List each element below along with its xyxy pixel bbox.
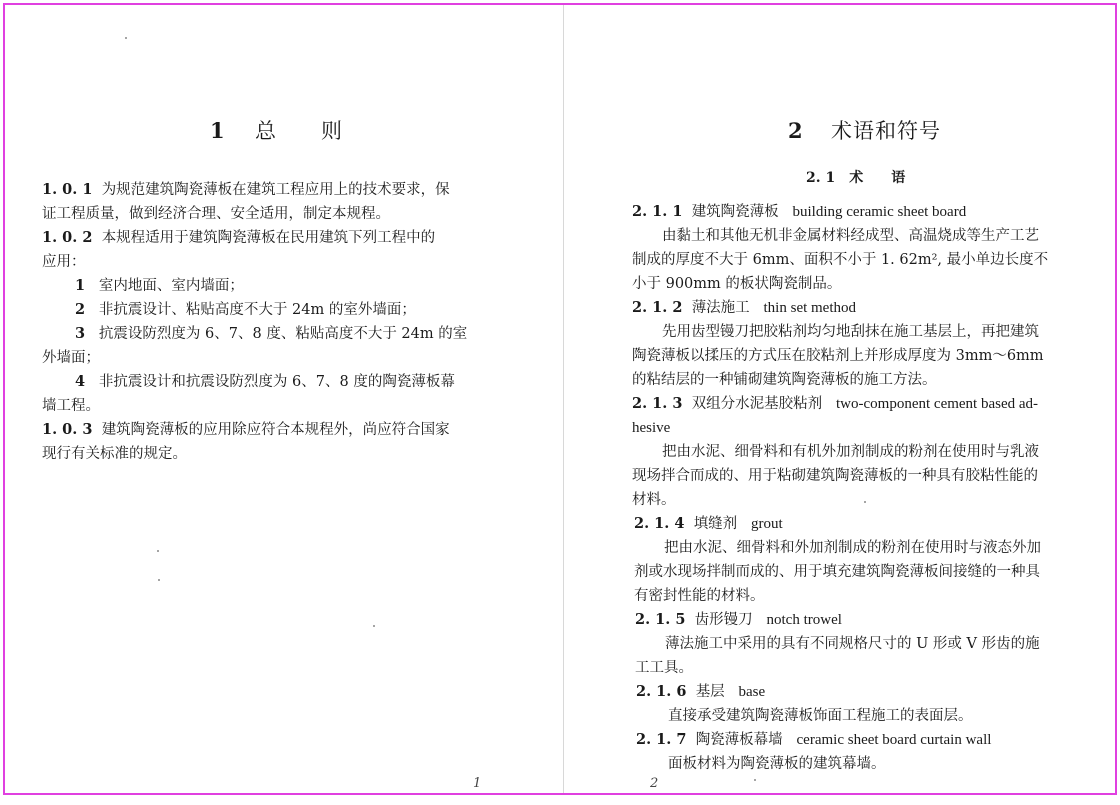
term-definition: 工工具。 (635, 660, 693, 676)
term-chinese: 陶瓷薄板幕墙 (695, 732, 783, 748)
term-english-continued: hesive (632, 420, 671, 436)
list-item (75, 372, 455, 392)
term-number: 2. 1. 6 (636, 683, 687, 700)
page-number: 2 (650, 776, 659, 791)
term-definition: 直接承受建筑陶瓷薄板饰面工程施工的表面层。 (668, 708, 973, 724)
term-definition: 的粘结层的一种铺砌建筑陶瓷薄板的施工方法。 (632, 372, 937, 388)
term-heading (636, 682, 765, 702)
section-title: 2. 1 术 语 (806, 170, 906, 186)
term-english: base (738, 684, 766, 700)
term-definition: 把由水泥、细骨料和有机外加剂制成的粉剂在使用时与乳液 (662, 444, 1039, 460)
scan-speck (158, 579, 160, 581)
chapter-title: 总 则 (255, 119, 343, 143)
term-number: 2. 1. 5 (635, 611, 686, 628)
term-definition: 陶瓷薄板以揉压的方式压在胶粘剂上并形成厚度为 3mm～6mm (632, 348, 1044, 364)
term-definition: 小于 900mm 的板状陶瓷制品。 (632, 276, 842, 292)
chapter-number: 2 (788, 118, 804, 143)
chapter-heading-2 (788, 115, 941, 145)
list-item-continued: 外墙面； (42, 350, 100, 366)
term-heading (632, 202, 966, 222)
page-right (564, 5, 1119, 793)
term-english: notch trowel (766, 612, 842, 628)
book-spread (3, 3, 1117, 795)
chapter-number: 1 (210, 118, 226, 143)
term-heading (632, 394, 1038, 414)
scan-speck (864, 501, 866, 503)
clause-number: 1. 0. 2 (42, 229, 93, 246)
term-english: building ceramic sheet board (792, 204, 967, 220)
term-definition: 剂或水现场拌制而成的、用于填充建筑陶瓷薄板间接缝的一种具 (634, 564, 1040, 580)
clause-1-0-1 (42, 180, 450, 200)
term-definition: 现场拌合而成的、用于粘砌建筑陶瓷薄板的一种具有胶粘性能的 (632, 468, 1038, 484)
term-number: 2. 1. 3 (632, 395, 683, 412)
scan-speck (125, 37, 127, 39)
term-english: grout (751, 516, 783, 532)
clause-1-0-3 (42, 420, 450, 440)
term-definition: 薄法施工中采用的具有不同规格尺寸的 U 形或 V 形齿的施 (665, 636, 1040, 652)
term-definition: 由黏土和其他无机非金属材料经成型、高温烧成等生产工艺 (662, 228, 1039, 244)
term-english: ceramic sheet board curtain wall (796, 732, 992, 748)
term-heading (635, 610, 842, 630)
term-chinese: 双组分水泥基胶粘剂 (691, 396, 823, 412)
term-english: two-component cement based ad- (836, 396, 1039, 412)
clause-number: 1. 0. 1 (42, 181, 93, 198)
list-item (75, 300, 416, 320)
term-chinese: 填缝剂 (693, 516, 738, 532)
list-item-number: 1 (75, 277, 86, 294)
term-definition: 先用齿型镘刀把胶粘剂均匀地刮抹在施工基层上，再把建筑 (662, 324, 1039, 340)
list-item-text: 抗震设防烈度为 6、7、8 度、粘贴高度不大于 24m 的室 (98, 326, 468, 342)
term-chinese: 基层 (695, 684, 725, 700)
list-item-number: 3 (75, 325, 86, 342)
list-item-continued: 墙工程。 (42, 398, 100, 414)
term-definition: 制成的厚度不大于 6mm、面积不小于 1. 62m², 最小单边长度不 (632, 252, 1049, 268)
clause-text: 建筑陶瓷薄板的应用除应符合本规程外，尚应符合国家 (101, 422, 450, 438)
term-definition: 材料。 (632, 492, 676, 508)
list-item-number: 4 (75, 373, 86, 390)
term-number: 2. 1. 4 (634, 515, 685, 532)
list-item-text: 室内地面、室内墙面； (98, 278, 244, 294)
list-item-number: 2 (75, 301, 86, 318)
clause-text-continued: 证工程质量，做到经济合理、安全适用，制定本规程。 (42, 206, 390, 222)
page-left (5, 5, 563, 793)
term-definition: 有密封性能的材料。 (634, 588, 765, 604)
clause-text-continued: 现行有关标准的规定。 (42, 446, 187, 462)
scan-speck (157, 550, 159, 552)
chapter-title: 术语和符号 (831, 119, 941, 143)
term-heading (636, 730, 991, 750)
page-number: 1 (473, 776, 482, 791)
term-number: 2. 1. 7 (636, 731, 687, 748)
term-chinese: 建筑陶瓷薄板 (691, 204, 779, 220)
list-item-text: 非抗震设计和抗震设防烈度为 6、7、8 度的陶瓷薄板幕 (98, 374, 455, 390)
clause-text-continued: 应用： (42, 254, 86, 270)
list-item (75, 276, 244, 296)
chapter-heading-1 (210, 115, 343, 145)
scan-speck (754, 779, 756, 781)
term-definition: 面板材料为陶瓷薄板的建筑幕墙。 (668, 756, 886, 772)
term-number: 2. 1. 1 (632, 203, 683, 220)
scan-speck (373, 625, 375, 627)
list-item (75, 324, 467, 344)
clause-1-0-2 (42, 228, 435, 248)
list-item-text: 非抗震设计、粘贴高度不大于 24m 的室外墙面； (98, 302, 416, 318)
term-number: 2. 1. 2 (632, 299, 683, 316)
term-heading (632, 298, 856, 318)
term-english: thin set method (763, 300, 857, 316)
term-heading (634, 514, 783, 534)
term-chinese: 齿形镘刀 (694, 612, 753, 628)
clause-text: 为规范建筑陶瓷薄板在建筑工程应用上的技术要求，保 (101, 182, 450, 198)
term-definition: 把由水泥、细骨料和外加剂制成的粉剂在使用时与液态外加 (664, 540, 1041, 556)
clause-text: 本规程适用于建筑陶瓷薄板在民用建筑下列工程中的 (101, 230, 436, 246)
clause-number: 1. 0. 3 (42, 421, 93, 438)
term-chinese: 薄法施工 (691, 300, 750, 316)
